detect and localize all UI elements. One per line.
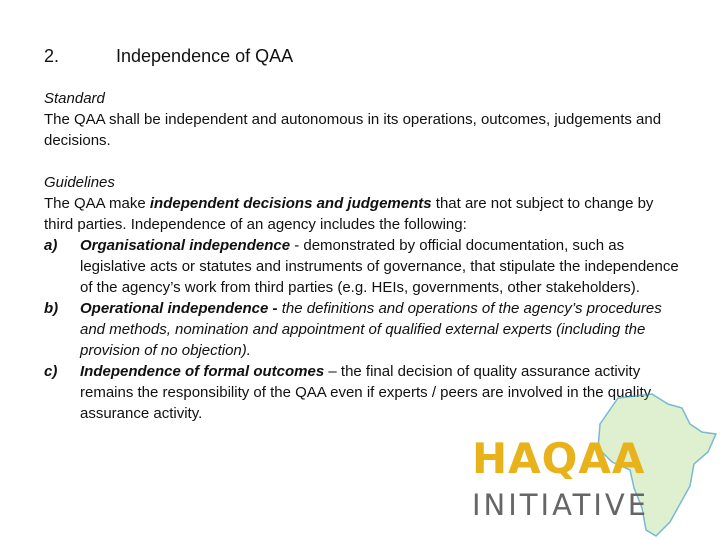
list-item <box>44 235 684 298</box>
section-number: 2. <box>44 46 60 66</box>
logo-wordmark: HAQAA <box>472 434 646 483</box>
document-body <box>44 88 684 424</box>
logo-subtitle: INITIATIVE <box>472 488 650 522</box>
guidelines-intro <box>44 193 684 235</box>
list-item <box>44 298 684 361</box>
list-marker: a) <box>44 237 58 254</box>
section-title: Independence of QAA <box>116 46 294 66</box>
item-body: – the final decision of quality assurance activity remains the responsibility of the QAA even if experts / peers are involved in the quality assurance activity. <box>80 363 652 422</box>
standard-text: The QAA shall be independent and autonomous in its operations, outcomes, judgements and decisions. <box>44 111 662 149</box>
list-item-text <box>80 235 684 298</box>
item-lead: Independence of formal outcomes <box>80 363 325 380</box>
section-heading <box>44 46 293 67</box>
item-body: - demonstrated by official documentation, such as legislative acts or statutes and instruments of governance, that stipulate the independence of the agency’s work from third parties (e.g. HEIs, governments, other stakeholders). <box>80 237 679 296</box>
guidelines-title: Guidelines <box>44 174 115 191</box>
intro-text: The QAA make <box>44 195 150 212</box>
standard-title: Standard <box>44 90 105 107</box>
haqaa-logo <box>468 390 720 540</box>
item-lead: Organisational independence <box>80 237 291 254</box>
intro-text: that are not subject to change by third parties. Independence of an agency includes the following: <box>44 195 654 233</box>
item-body: the definitions and operations of the agency’s procedures and methods, nomination and appointment of qualified external experts (including the provision of no objection). <box>80 300 662 359</box>
list-marker: c) <box>44 363 58 380</box>
list-marker: b) <box>44 300 59 317</box>
intro-emphasis: independent decisions and judgements <box>149 195 432 212</box>
list-item-text <box>80 298 684 361</box>
item-lead: Operational independence - <box>80 300 278 317</box>
spacer <box>44 151 684 172</box>
